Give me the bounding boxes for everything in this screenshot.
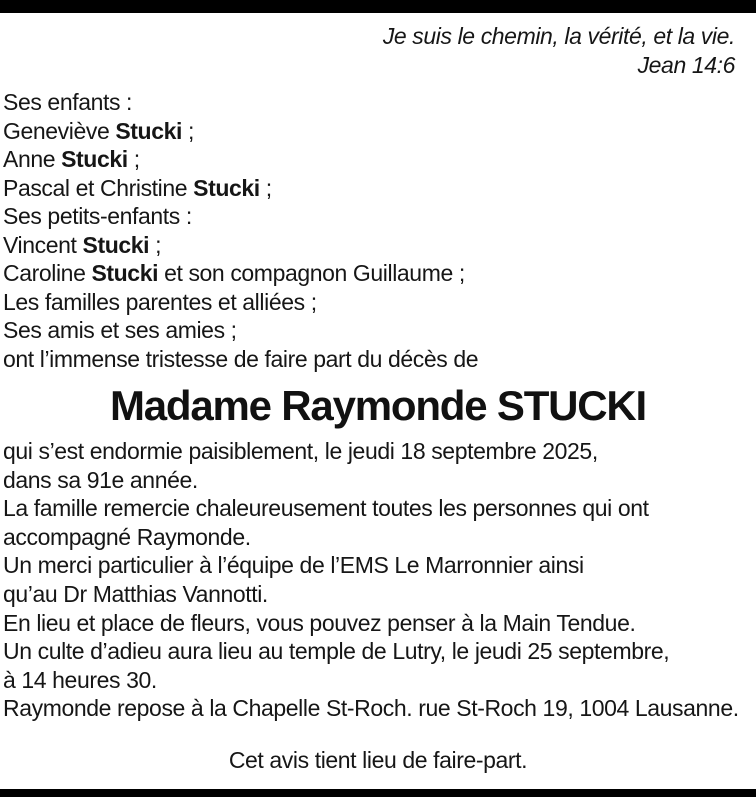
deceased-name-heading: Madame Raymonde STUCKI	[109, 382, 647, 429]
text-segment: Vincent	[3, 231, 83, 258]
text-line: Raymonde repose à la Chapelle St-Roch. rue St-Roch 19, 1004 Lausanne.	[3, 695, 739, 722]
top-border-bar	[0, 0, 756, 13]
footer-note: Cet avis tient lieu de faire-part.	[228, 746, 528, 773]
text-line: En lieu et place de fleurs, vous pouvez penser à la Main Tendue.	[3, 609, 636, 636]
text-segment: ;	[181, 117, 194, 144]
epigraph-source: Jean 14:6	[637, 52, 735, 78]
text-segment: Ses enfants :	[3, 89, 133, 115]
text-segment: Geneviève	[3, 117, 116, 144]
notice-body-text	[0, 437, 756, 723]
text-segment: Caroline	[3, 260, 92, 286]
text-segment: ;	[127, 146, 140, 172]
text-segment: ;	[259, 174, 272, 201]
bottom-border-bar	[0, 789, 756, 797]
text-line: qu’au Dr Matthias Vannotti.	[3, 580, 268, 607]
text-line: Un merci particulier à l’équipe de l’EMS Le Marronnier ainsi	[3, 552, 584, 579]
epigraph	[0, 22, 756, 80]
text-line	[3, 231, 756, 260]
text-segment: ;	[149, 231, 162, 258]
text-segment: Pascal et Christine	[3, 174, 194, 201]
text-segment: Anne	[3, 146, 62, 172]
epigraph-quote: Je suis le chemin, la vérité, et la vie.	[382, 23, 735, 49]
text-segment: Les familles parentes et alliées ;	[3, 288, 317, 315]
text-line	[3, 202, 756, 231]
text-line: accompagné Raymonde.	[3, 523, 251, 550]
family-name-bold: Stucki	[61, 146, 128, 172]
text-segment: Ses amis et ses amies ;	[3, 317, 237, 343]
text-segment: ont l’immense tristesse de faire part du décès de	[3, 345, 479, 372]
family-list	[0, 88, 756, 373]
text-line	[3, 145, 756, 174]
text-line	[3, 316, 756, 345]
text-line	[3, 288, 756, 317]
family-name-bold: Stucki	[91, 260, 159, 286]
text-segment: Ses petits-enfants :	[3, 203, 192, 229]
text-line	[3, 345, 756, 374]
text-line	[3, 88, 756, 117]
text-line	[3, 117, 756, 146]
family-name-bold: Stucki	[82, 231, 150, 258]
text-line: dans sa 91e année.	[3, 466, 198, 493]
text-line	[3, 174, 756, 203]
text-line: Un culte d’adieu aura lieu au temple de Lutry, le jeudi 25 septembre,	[3, 638, 670, 665]
text-line: qui s’est endormie paisiblement, le jeudi 18 septembre 2025,	[3, 438, 598, 464]
text-segment: et son compagnon Guillaume ;	[158, 260, 465, 286]
family-name-bold: Stucki	[115, 117, 182, 144]
text-line	[3, 259, 756, 288]
family-name-bold: Stucki	[193, 174, 260, 201]
text-line: La famille remercie chaleureusement toutes les personnes qui ont	[3, 495, 649, 522]
text-line: à 14 heures 30.	[3, 666, 157, 693]
